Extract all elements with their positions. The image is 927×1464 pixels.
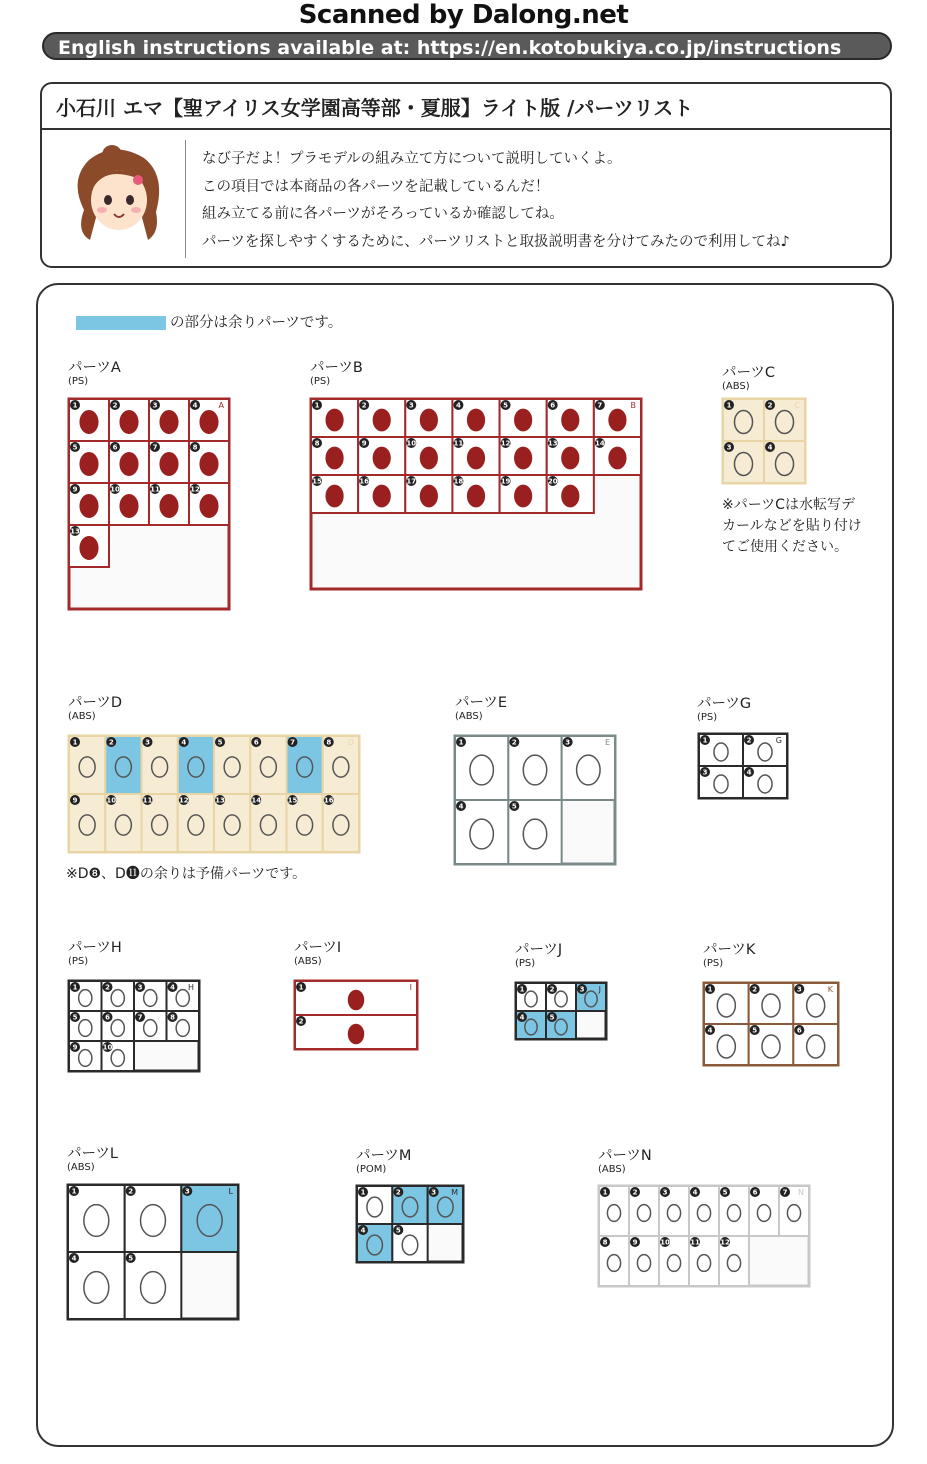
intro-text [202,146,790,256]
part-number: 9 [72,796,78,805]
intro-box [40,82,892,268]
navigator-avatar-icon [64,140,174,250]
runner-id: B [630,401,636,410]
part-number: 13 [215,796,225,805]
part-number: 8 [602,1238,608,1247]
part-number: 1 [702,736,708,745]
part-number: 9 [632,1238,638,1247]
part-number: 5 [395,1226,401,1235]
runner-id: M [451,1188,458,1197]
runner-id: G [775,736,782,745]
part-shape [468,409,485,430]
part-label-k: パーツK (PS) [703,942,756,969]
runner-e [454,735,616,865]
part-number: 2 [549,985,555,994]
part-number: 4 [746,768,752,777]
part-number: 5 [549,1013,555,1022]
part-shape [468,447,485,468]
part-number: 16 [323,796,334,805]
part-number: 4 [455,401,461,410]
part-label-c: パーツC (ABS) [722,365,776,392]
part-number: 3 [662,1188,668,1197]
part-number: 5 [752,1026,758,1035]
part-label-a: パーツA (PS) [68,360,121,387]
part-number: 8 [170,1013,175,1022]
part-number: 8 [326,738,332,747]
part-number: 3 [431,1188,437,1197]
part-number: 11 [142,796,153,805]
part-number: 10 [102,1043,113,1052]
part-number: 19 [500,477,511,486]
part-number: 5 [503,401,509,410]
part-number: 4 [181,738,187,747]
part-number: 1 [314,401,320,410]
part-shape [609,409,626,430]
part-shape [609,447,626,468]
part-label-g: パーツG (PS) [697,696,752,723]
part-number: 3 [145,738,150,747]
runner-b [310,398,642,590]
part-number: 3 [152,401,158,410]
part-number: 10 [110,485,120,494]
part-number: 1 [298,983,304,992]
runner-a [68,398,234,614]
runner-id: A [218,401,224,410]
part-label-h: パーツH (PS) [68,940,122,967]
part-shape [80,411,98,433]
part-shape [120,411,138,433]
part-number: 8 [314,439,320,448]
part-shape [349,990,364,1009]
part-shape [200,453,218,475]
note-part-d: ※D❽、D⓫の余りは予備パーツです。 [66,866,307,882]
intro-line: 組み立てる前に各パーツがそろっているか確認してね。 [202,206,564,222]
part-number: 10 [106,796,117,805]
part-shape [562,447,579,468]
runner-id: K [827,985,833,994]
part-number: 2 [128,1187,134,1196]
legend-text: の部分は余りパーツです。 [170,315,343,331]
part-shape [420,447,437,468]
part-shape [326,409,343,430]
part-number: 11 [453,439,464,448]
part-number: 1 [71,1187,77,1196]
part-number: 12 [178,796,189,805]
runner-id: J [598,985,601,994]
part-number: 9 [361,439,367,448]
part-label-d: パーツD (ABS) [68,695,123,722]
part-number: 6 [112,443,118,452]
title-divider [42,128,890,130]
runner-id: N [798,1188,804,1197]
part-number: 10 [660,1238,670,1247]
part-number: 4 [192,401,198,410]
part-label-e: パーツE (ABS) [455,695,508,722]
part-number: 1 [519,985,525,994]
runner-k [703,982,839,1066]
part-number: 20 [547,477,558,486]
part-number: 11 [690,1238,700,1247]
part-shape [373,485,390,506]
part-number: 3 [726,443,732,452]
part-number: 7 [137,1013,143,1022]
part-number: 2 [108,738,114,747]
part-number: 5 [722,1188,728,1197]
part-number: 2 [395,1188,401,1197]
part-number: 15 [287,796,298,805]
runner-id: E [604,738,610,747]
part-number: 13 [70,527,80,536]
part-number: 7 [290,738,295,747]
part-shape [349,1024,364,1043]
part-label-j: パーツJ (PS) [515,942,563,969]
part-shape [120,453,138,475]
part-label-n: パーツN (ABS) [598,1148,652,1175]
part-shape [80,495,98,517]
part-number: 4 [692,1188,698,1197]
part-number: 1 [726,401,732,410]
part-number: 4 [767,443,773,452]
part-number: 4 [170,983,175,992]
part-label-l: パーツL (ABS) [67,1146,118,1173]
runner-i [294,980,418,1050]
part-number: 2 [511,738,517,747]
intro-line: なび子だよ！プラモデルの組み立て方について説明していくよ。 [202,151,622,167]
part-number: 5 [217,738,223,747]
part-number: 5 [72,443,78,452]
part-number: 3 [184,1187,190,1196]
spare-swatch [76,316,166,330]
note-part-c: ※パーツCは水転写デカールなどを貼り付けてご使用ください。 [722,497,862,555]
part-number: 7 [597,401,603,410]
runner-n [598,1185,810,1289]
runner-id: I [409,983,412,992]
part-number: 2 [767,401,773,410]
part-shape [80,537,98,559]
part-shape [120,495,138,517]
part-shape [373,409,390,430]
watermark: Scanned by Dalong.net [298,0,629,30]
part-number: 2 [298,1017,304,1026]
runner-l [67,1184,239,1320]
part-number: 4 [71,1254,77,1263]
runner-c [722,398,806,484]
instructions-url-banner[interactable]: English instructions available at: https://en.kotobukiya.co.jp/instructions [42,32,892,60]
part-number: 3 [565,738,571,747]
part-number: 1 [360,1188,366,1197]
part-shape [160,453,178,475]
part-number: 3 [408,401,414,410]
intro-line: この項目では本商品の各パーツを記載しているんだ！ [202,178,550,195]
part-number: 13 [547,439,558,448]
page-title: 小石川 エマ【聖アイリス女学園高等部・夏服】ライト版 /パーツリスト [56,96,694,120]
part-number: 5 [128,1254,134,1263]
part-number: 6 [752,1188,758,1197]
part-number: 15 [312,477,322,486]
part-label-i: パーツI (ABS) [294,940,342,967]
part-number: 14 [251,796,262,805]
part-label-b: パーツB (PS) [310,360,363,387]
part-number: 2 [746,736,752,745]
part-number: 3 [137,983,143,992]
part-number: 14 [594,439,605,448]
part-number: 5 [511,802,517,811]
part-number: 10 [406,439,417,448]
part-shape [562,409,579,430]
part-number: 12 [500,439,511,448]
part-number: 1 [707,985,713,994]
part-number: 2 [112,401,118,410]
runner-id: L [228,1187,233,1196]
part-number: 7 [782,1188,788,1197]
part-number: 2 [752,985,758,994]
part-number: 3 [579,985,585,994]
part-number: 9 [72,1043,78,1052]
part-number: 12 [720,1238,730,1247]
part-shape [80,453,98,475]
part-number: 3 [796,985,802,994]
part-label-m: パーツM (POM) [356,1148,412,1175]
runner-id: H [187,983,194,992]
part-shape [562,485,579,506]
part-shape [373,447,390,468]
runner-g [698,733,788,799]
part-number: 6 [253,738,259,747]
part-number: 1 [602,1188,608,1197]
part-number: 7 [152,443,158,452]
part-number: 3 [702,768,708,777]
part-number: 6 [105,1013,110,1022]
part-shape [160,495,178,517]
part-shape [326,485,343,506]
part-number: 4 [360,1226,366,1235]
part-shape [200,411,218,433]
intro-line: パーツを探しやすくするために、パーツリストと取扱説明書を分けてみたので利用してね♪ [202,233,790,250]
part-shape [420,409,437,430]
runner-id: D [347,738,354,747]
part-number: 1 [72,401,78,410]
runner-d [68,735,360,853]
part-number: 4 [707,1026,713,1035]
part-number: 12 [190,485,200,494]
part-number: 11 [150,485,160,494]
spare-legend [76,311,342,332]
part-number: 1 [458,738,464,747]
part-number: 2 [632,1188,638,1197]
part-shape [420,485,437,506]
runner-m [356,1185,464,1263]
runner-j [515,982,607,1040]
part-number: 16 [359,477,370,486]
part-shape [515,447,532,468]
part-shape [326,447,343,468]
runner-id: C [794,401,800,410]
part-shape [468,485,485,506]
part-number: 4 [458,802,464,811]
part-number: 1 [72,983,78,992]
part-number: 4 [519,1013,525,1022]
part-number: 2 [105,983,110,992]
part-number: 18 [453,477,464,486]
part-number: 17 [406,477,417,486]
part-shape [160,411,178,433]
part-number: 6 [796,1026,802,1035]
part-number: 9 [72,485,78,494]
part-shape [200,495,218,517]
part-shape [515,485,532,506]
part-number: 6 [550,401,556,410]
part-number: 5 [72,1013,78,1022]
part-number: 2 [361,401,367,410]
part-shape [515,409,532,430]
part-number: 1 [72,738,78,747]
part-number: 8 [192,443,198,452]
runner-h [68,980,200,1072]
